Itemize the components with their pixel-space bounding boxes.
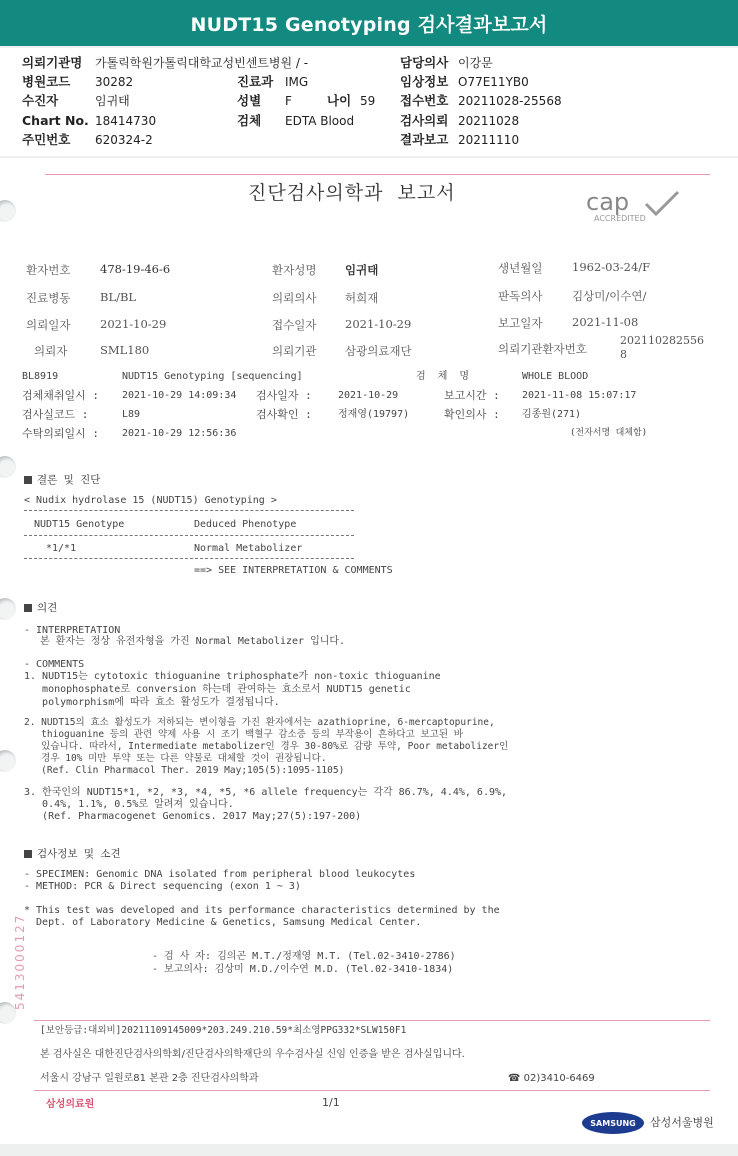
test-code: BL8919 [22, 371, 59, 382]
header-label: 접수번호 [400, 93, 449, 108]
header-label: Chart No. [22, 113, 89, 128]
section-result: 결론 및 진단 [24, 472, 100, 487]
meta-value: 정재영(19797) [338, 409, 410, 420]
meta-label: 검사일자 : [256, 389, 312, 402]
comment-3-line: 3. 한국인의 NUDT15*1, *2, *3, *4, *5, *6 allele frequency는 각각 86.7%, 4.4%, 6.9%, [24, 787, 508, 798]
patient-value: 삼광의료재단 [345, 344, 412, 358]
comment-2-line: 2. NUDT15의 효소 활성도가 저하되는 변이형을 가진 환자에서는 azathioprine, 6-mercaptopurine, [24, 717, 495, 728]
punch-hole [0, 1002, 16, 1024]
meta-value: 김종원(271) [522, 409, 582, 420]
header-value: F [285, 94, 292, 108]
patient-label: 환자번호 [26, 263, 71, 277]
meta-label: 보고시간 : [444, 389, 500, 402]
header-value: IMG [285, 75, 309, 89]
punch-hole [0, 200, 16, 222]
punch-hole [0, 750, 16, 772]
interp-text: 본 환자는 정상 유전자형을 가진 Normal Metabolizer 입니다. [40, 636, 346, 647]
meta-value: 2021-10-29 [338, 390, 399, 401]
meta-value: 2021-10-29 14:09:34 [122, 390, 237, 401]
header-label: 성별 [237, 93, 262, 108]
patient-value: 2021-10-29 [100, 317, 167, 331]
patient-label: 보고일자 [498, 316, 543, 330]
header-value: 20211028-25568 [458, 94, 562, 108]
scanned-report [0, 158, 738, 1144]
info-reporter: - 보고의사: 김상미 M.D./이수연 M.D. (Tel.02-3410-1834) [152, 964, 454, 975]
comments-head: - COMMENTS [24, 659, 85, 670]
test-name: NUDT15 Genotyping [sequencing] [122, 371, 303, 382]
hospital-name: 삼성서울병원 [650, 1116, 714, 1129]
header-value: 가톨릭학원가톨릭대학교성빈센트병원 / - [95, 56, 309, 70]
patient-value: 1962-03-24/F [572, 260, 651, 274]
meta-label: 검체채취일시 : [22, 389, 100, 402]
patient-label: 생년월일 [498, 261, 543, 275]
patient-label: 의뢰기관 [272, 344, 317, 358]
header-label: 임상정보 [400, 74, 449, 89]
info-dev-line: Dept. of Laboratory Medicine & Genetics, Samsung Medical Center. [24, 917, 422, 928]
patient-value: 허희재 [345, 291, 379, 305]
info-method: - METHOD: PCR & Direct sequencing (exon 1 ~ 3) [24, 881, 301, 892]
footer-logo-text: 삼성의료원 [46, 1099, 95, 1110]
divider [34, 1090, 710, 1091]
header-label: 주민번호 [22, 132, 71, 147]
divider [34, 1020, 710, 1021]
header-info [0, 48, 738, 156]
info-specimen: - SPECIMEN: Genomic DNA isolated from peripheral blood leukocytes [24, 869, 416, 880]
patient-value: 임귀태 [345, 263, 379, 277]
header-value: 이강문 [458, 56, 493, 70]
header-value: 59 [360, 94, 376, 108]
patient-value: BL/BL [100, 290, 137, 304]
comment-3-line: (Ref. Pharmacogenet Genomics. 2017 May;27(5):197-200) [24, 811, 362, 822]
info-dev-line: * This test was developed and its performance characteristics determined by the [24, 905, 500, 916]
header-row [22, 54, 82, 72]
comment-2-line: (Ref. Clin Pharmacol Ther. 2019 May;105(5):1095-1105) [24, 765, 345, 776]
section-info: 검사정보 및 소견 [24, 846, 121, 861]
meta-value: L89 [122, 409, 141, 420]
meta-value: 2021-10-29 12:56:36 [122, 428, 237, 439]
result-col-phenotype: Deduced Phenotype [194, 519, 297, 530]
comment-1-line: 1. NUDT15는 cytotoxic thioguanine triphosphate가 non-toxic thioguanine [24, 671, 441, 682]
header-value: O77E11YB0 [458, 75, 529, 89]
header-label: 진료과 [237, 74, 274, 89]
report-title: NUDT15 Genotyping 검사결과보고서 [190, 13, 548, 36]
result-subtitle: < Nudix hydrolase 15 (NUDT15) Genotyping > [24, 495, 277, 506]
report-title-bar [0, 0, 738, 46]
header-value: 20211028 [458, 114, 520, 128]
patient-label: 진료병동 [26, 291, 71, 305]
header-label: 수진자 [22, 93, 59, 108]
punch-hole [0, 598, 16, 620]
address: 서울시 강남구 일원로81 본관 2층 진단검사의학과 [40, 1073, 259, 1084]
header-label: 나이 [327, 93, 352, 108]
result-genotype: *1/*1 [46, 543, 77, 554]
divider [24, 558, 354, 559]
divider [45, 174, 710, 175]
comment-1-line: monophosphate로 conversion 하는데 관여하는 효소로서 NUDT15 genetic [24, 684, 411, 695]
patient-value: SML180 [100, 343, 150, 357]
header-value: 620324-2 [95, 133, 153, 147]
patient-value: 202110282556 [620, 334, 704, 347]
result-phenotype: Normal Metabolizer [194, 543, 303, 554]
cert-line: 본 검사실은 대한진단검사의학회/진단검사의학재단의 우수검사실 신임 인증을 받은 검사실입니다. [40, 1049, 465, 1060]
header-value: 20211110 [458, 133, 520, 147]
patient-value: 김상미/이수연/ [572, 289, 647, 303]
header-label: 의뢰기관명 [22, 55, 83, 70]
header-value: EDTA Blood [285, 114, 355, 128]
patient-label: 의뢰일자 [26, 318, 71, 332]
page-number: 1/1 [322, 1096, 340, 1109]
meta-label: 검사실코드 : [22, 408, 89, 421]
patient-label: 판독의사 [498, 289, 543, 303]
see-interpretation: ==> SEE INTERPRETATION & COMMENTS [194, 565, 393, 576]
section-opinion: 의견 [24, 600, 57, 615]
interp-head: - INTERPRETATION [24, 625, 121, 636]
meta-value: 2021-11-08 15:07:17 [522, 390, 637, 401]
meta-label: 확인의사 : [444, 408, 500, 421]
patient-label: 의뢰기관환자번호 [498, 342, 587, 356]
divider [24, 535, 354, 536]
patient-value: 8 [620, 348, 627, 361]
comment-2-line: thioguanine 등의 관련 약제 사용 시 조기 백혈구 감소증 등의 부작용이 흔하다고 보고된 바 [24, 729, 463, 740]
header-label: 병원코드 [22, 74, 71, 89]
header-value: 30282 [95, 75, 134, 89]
meta-label: 수탁의뢰일시 : [22, 427, 100, 440]
header-label: 검체 [237, 113, 262, 128]
patient-label: 환자성명 [272, 263, 317, 277]
header-value: 임귀태 [95, 94, 130, 108]
result-col-genotype: NUDT15 Genotype [34, 519, 125, 530]
specimen-value: WHOLE BLOOD [522, 371, 589, 382]
samsung-logo: SAMSUNG [582, 1112, 644, 1134]
comment-1-line: polymorphism에 따라 효소 활성도가 결정됩니다. [24, 697, 280, 708]
patient-label: 의뢰의사 [272, 291, 317, 305]
phone: ☎ 02)3410-6469 [508, 1073, 595, 1084]
esign-note: (전자서명 대체함) [570, 428, 648, 438]
comment-3-line: 0.4%, 1.1%, 0.5%로 알려져 있습니다. [24, 799, 234, 810]
comment-2-line: 있습니다. 따라서, Intermediate metabolizer인 경우 30-80%로 감량 투약, Poor metabolizer인 [24, 741, 509, 752]
info-tester: - 검 사 자: 김의곤 M.T./정재영 M.T. (Tel.02-3410-2786) [152, 951, 456, 962]
report-heading: 진단검사의학과 보고서 [248, 182, 456, 204]
specimen-label: 검 체 명 [416, 371, 470, 382]
header-label: 결과보고 [400, 132, 449, 147]
patient-value: 2021-10-29 [345, 317, 412, 331]
patient-value: 2021-11-08 [572, 315, 639, 329]
header-value: 18414730 [95, 114, 157, 128]
comment-2-line: 경우 10% 미만 투약 또는 다른 약물로 대체할 것이 권장됩니다. [24, 753, 327, 764]
meta-label: 검사확인 : [256, 408, 312, 421]
patient-label: 접수일자 [272, 318, 317, 332]
header-label: 담당의사 [400, 55, 449, 70]
punch-hole [0, 456, 16, 478]
header-label: 검사의뢰 [400, 113, 449, 128]
security-line: [보안등급:대외비]20211109145009*203.249.210.59*최소영PPG332*SLW150F1 [40, 1025, 407, 1036]
cap-logo: cap ACCREDITED [586, 188, 629, 216]
divider [24, 510, 354, 511]
patient-label: 의뢰자 [34, 344, 68, 358]
patient-value: 478-19-46-6 [100, 262, 171, 276]
side-number: 5413000127 [13, 913, 27, 1010]
